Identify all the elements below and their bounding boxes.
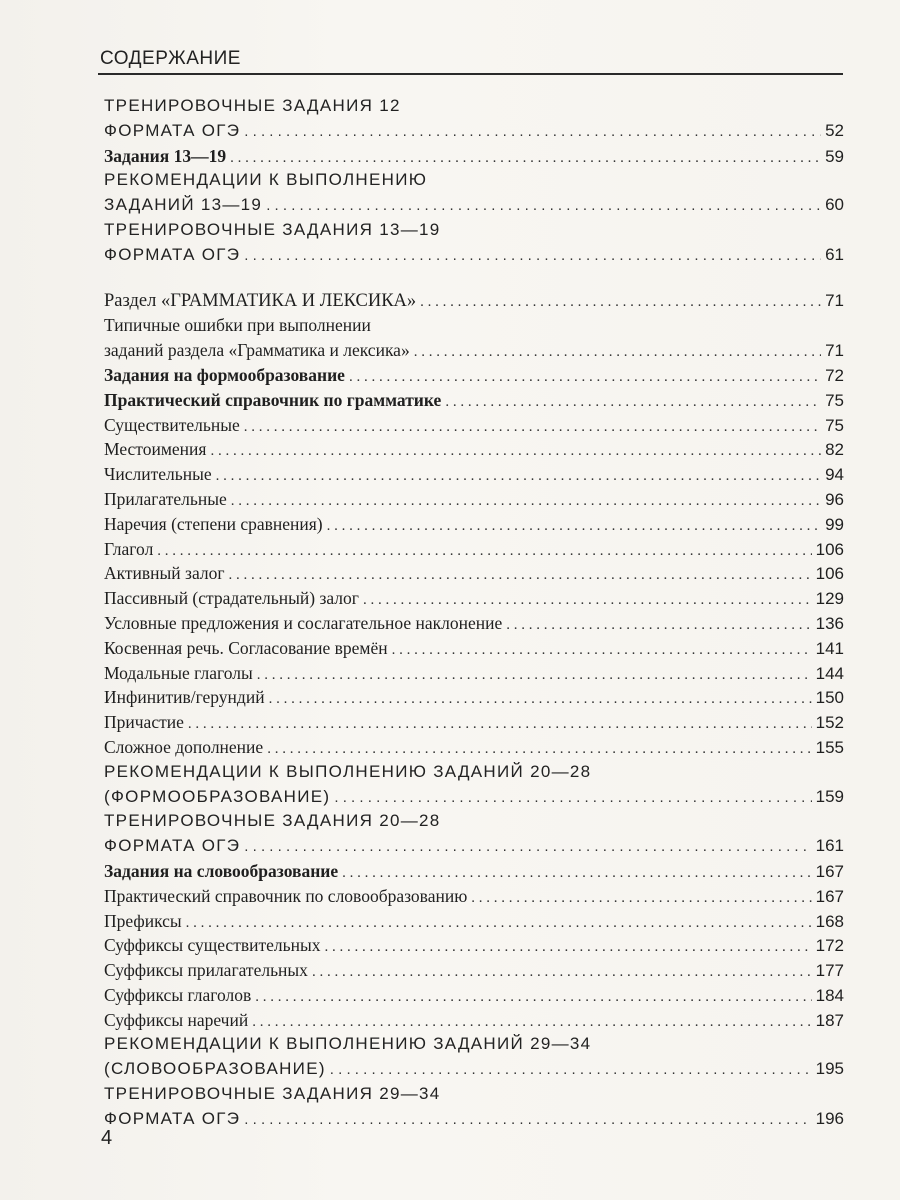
toc-entry-title: ТРЕНИРОВОЧНЫЕ ЗАДАНИЯ 12: [104, 96, 401, 115]
toc-entry-page: 99: [825, 514, 844, 534]
toc-entry-page: 52: [825, 120, 844, 140]
toc-entry-page: 159: [815, 786, 844, 806]
toc-entry-title: Суффиксы прилагательных: [104, 960, 308, 981]
toc-entry-page: 75: [825, 415, 844, 435]
dot-leader: [363, 586, 812, 611]
toc-entry-title: Инфинитив/герундий: [104, 687, 265, 708]
toc-entry-title: Суффиксы существительных: [104, 935, 321, 956]
toc-entry: [104, 144, 844, 169]
dot-leader: [269, 685, 812, 710]
toc-entry: [104, 933, 844, 958]
dot-leader: [334, 785, 811, 810]
toc-entry-page: 75: [825, 390, 844, 410]
toc-entry-page: 60: [825, 195, 844, 215]
toc-entry-title: Условные предложения и сослагательное наклонение: [104, 612, 503, 633]
toc-entry-page: 184: [815, 985, 844, 1005]
toc-entry: [104, 462, 844, 487]
toc-entry-title: ФОРМАТА ОГЭ: [104, 836, 241, 856]
toc-entry: [104, 809, 844, 834]
toc-entry-page: 167: [815, 861, 844, 881]
toc-entry-title: Активный залог: [104, 563, 225, 584]
dot-leader: [244, 1107, 811, 1132]
toc-entry: [104, 289, 844, 314]
toc-entry-title: Суффиксы глаголов: [104, 984, 252, 1005]
dot-leader: [244, 243, 821, 268]
toc-entry-title: ФОРМАТА ОГЭ: [104, 1108, 241, 1128]
toc-entry-page: 177: [815, 961, 844, 981]
toc-entry-page: 152: [815, 713, 844, 733]
toc-entry: [104, 834, 844, 859]
toc-entry-title: Задания на формообразование: [104, 364, 345, 385]
toc-entry-title: Числительные: [104, 464, 212, 485]
toc-entry: [104, 859, 844, 884]
toc-entry-title: Наречия (степени сравнения): [104, 513, 323, 534]
toc-entry-page: 61: [825, 244, 844, 264]
dot-leader: [267, 735, 811, 760]
dot-leader: [188, 710, 812, 735]
toc-entry: [104, 218, 844, 243]
toc-entry-title: Модальные глаголы: [104, 662, 253, 683]
toc-entry: [104, 661, 844, 686]
toc-entry-title: Практический справочник по грамматике: [104, 389, 442, 410]
toc-entry-page: 106: [815, 564, 844, 584]
toc-entry: [104, 313, 844, 338]
toc-entry: [104, 586, 844, 611]
toc-entry-title: (СЛОВООБРАЗОВАНИЕ): [104, 1059, 326, 1079]
toc-entry-title: Местоимения: [104, 439, 207, 460]
dot-leader: [327, 512, 821, 537]
toc-entry: [104, 1057, 844, 1082]
toc-entry-title: Причастие: [104, 712, 184, 733]
toc-entry-title: Префиксы: [104, 910, 182, 931]
toc-entry-page: 144: [815, 663, 844, 683]
toc-entry: [104, 243, 844, 268]
toc-entry: [104, 487, 844, 512]
toc-entry-page: 150: [815, 688, 844, 708]
toc-entry-page: 187: [815, 1010, 844, 1030]
toc-entry: [104, 512, 844, 537]
dot-leader: [342, 859, 811, 884]
toc-entry: [104, 388, 844, 413]
toc-entry-page: 82: [825, 440, 844, 460]
toc-entry-title: Косвенная речь. Согласование времён: [104, 637, 388, 658]
toc-entry-title: заданий раздела «Грамматика и лексика»: [104, 340, 410, 361]
toc-entry: [104, 437, 844, 462]
dot-leader: [414, 338, 821, 363]
toc-entry: [104, 636, 844, 661]
toc-entry: [104, 119, 844, 144]
toc-entry: [104, 884, 844, 909]
section-gap: [104, 268, 844, 289]
toc-entry-title: ЗАДАНИЙ 13—19: [104, 195, 263, 215]
toc-entry-page: 196: [815, 1108, 844, 1128]
toc-entry-title: (ФОРМООБРАЗОВАНИЕ): [104, 786, 331, 806]
toc-entry-title: РЕКОМЕНДАЦИИ К ВЫПОЛНЕНИЮ ЗАДАНИЙ 29—34: [104, 1034, 592, 1054]
toc-entry-page: 71: [825, 341, 844, 361]
toc-entry-page: 106: [815, 539, 844, 559]
toc-entry-page: 136: [815, 613, 844, 633]
toc-entry-page: 161: [815, 836, 844, 856]
dot-leader: [157, 537, 811, 562]
dot-leader: [392, 636, 812, 661]
toc-entry-title: Раздел «ГРАММАТИКА И ЛЕКСИКА»: [104, 290, 417, 311]
dot-leader: [186, 909, 812, 934]
toc-entry: [104, 537, 844, 562]
toc-entry-page: 129: [815, 589, 844, 609]
toc-entry: [104, 785, 844, 810]
toc-entry: [104, 760, 844, 785]
toc-entry: [104, 193, 844, 218]
toc-entry-page: 94: [825, 465, 844, 485]
toc-entry-page: 155: [815, 737, 844, 757]
toc-entry-title: Задания на словообразование: [104, 860, 339, 881]
dot-leader: [210, 437, 821, 462]
toc-entry-page: 195: [815, 1059, 844, 1079]
dot-leader: [244, 834, 811, 859]
toc-entry: [104, 983, 844, 1008]
toc-entry: [104, 685, 844, 710]
toc-entry-page: 167: [815, 886, 844, 906]
toc-entry: [104, 168, 844, 193]
toc-entry: [104, 1082, 844, 1107]
dot-leader: [255, 983, 811, 1008]
toc-entry-title: РЕКОМЕНДАЦИИ К ВЫПОЛНЕНИЮ ЗАДАНИЙ 20—28: [104, 761, 592, 781]
running-head: СОДЕРЖАНИЕ: [100, 48, 241, 69]
dot-leader: [330, 1057, 812, 1082]
toc-entry: [104, 363, 844, 388]
toc-entry: [104, 94, 844, 119]
toc-entry-title: Типичные ошибки при выполнении: [104, 315, 371, 336]
toc-entry: [104, 1107, 844, 1132]
toc-entry-title: Прилагательные: [104, 488, 227, 509]
dot-leader: [252, 1008, 811, 1033]
toc-entry-title: Сложное дополнение: [104, 736, 264, 757]
toc-entry: [104, 338, 844, 363]
dot-leader: [266, 193, 821, 218]
dot-leader: [445, 388, 821, 413]
dot-leader: [324, 933, 811, 958]
toc-entry-page: 168: [815, 911, 844, 931]
dot-leader: [257, 661, 812, 686]
toc-entry-page: 141: [815, 638, 844, 658]
toc-entry: [104, 1032, 844, 1057]
dot-leader: [244, 119, 821, 144]
toc-entry-title: РЕКОМЕНДАЦИИ К ВЫПОЛНЕНИЮ: [104, 170, 428, 190]
dot-leader: [231, 487, 821, 512]
toc-entry-title: ФОРМАТА ОГЭ: [104, 244, 241, 264]
toc-entry: [104, 611, 844, 636]
toc-entry-page: 71: [825, 290, 844, 310]
toc-entry-page: 172: [815, 936, 844, 956]
dot-leader: [471, 884, 811, 909]
toc-entry-title: ФОРМАТА ОГЭ: [104, 120, 241, 140]
dot-leader: [244, 413, 821, 438]
dot-leader: [420, 289, 821, 314]
toc-entry: [104, 958, 844, 983]
toc-entry-page: 72: [825, 365, 844, 385]
toc-entry-page: 59: [825, 146, 844, 166]
toc-entry-title: ТРЕНИРОВОЧНЫЕ ЗАДАНИЯ 29—34: [104, 1084, 441, 1104]
toc-entry: [104, 413, 844, 438]
toc-entry-page: 96: [825, 489, 844, 509]
dot-leader: [216, 462, 821, 487]
dot-leader: [229, 561, 812, 586]
dot-leader: [506, 611, 811, 636]
toc-entry-title: ТРЕНИРОВОЧНЫЕ ЗАДАНИЯ 13—19: [104, 219, 441, 239]
toc-entry-title: Задания 13—19: [104, 145, 227, 166]
toc-entry: [104, 1008, 844, 1033]
toc-entry: [104, 735, 844, 760]
dot-leader: [230, 144, 821, 169]
toc-entry-title: Суффиксы наречий: [104, 1009, 249, 1030]
header-rule: [98, 73, 843, 75]
page-number: 4: [101, 1127, 113, 1149]
toc-entry-title: Пассивный (страдательный) залог: [104, 588, 359, 609]
toc-entry-title: Практический справочник по словообразованию: [104, 885, 468, 906]
toc-entry: [104, 909, 844, 934]
toc-entry-title: ТРЕНИРОВОЧНЫЕ ЗАДАНИЯ 20—28: [104, 811, 441, 831]
dot-leader: [349, 363, 821, 388]
table-of-contents: [104, 94, 844, 1132]
toc-entry: [104, 710, 844, 735]
toc-entry: [104, 561, 844, 586]
toc-entry-title: Глагол: [104, 538, 154, 559]
toc-entry-title: Существительные: [104, 414, 240, 435]
dot-leader: [312, 958, 812, 983]
